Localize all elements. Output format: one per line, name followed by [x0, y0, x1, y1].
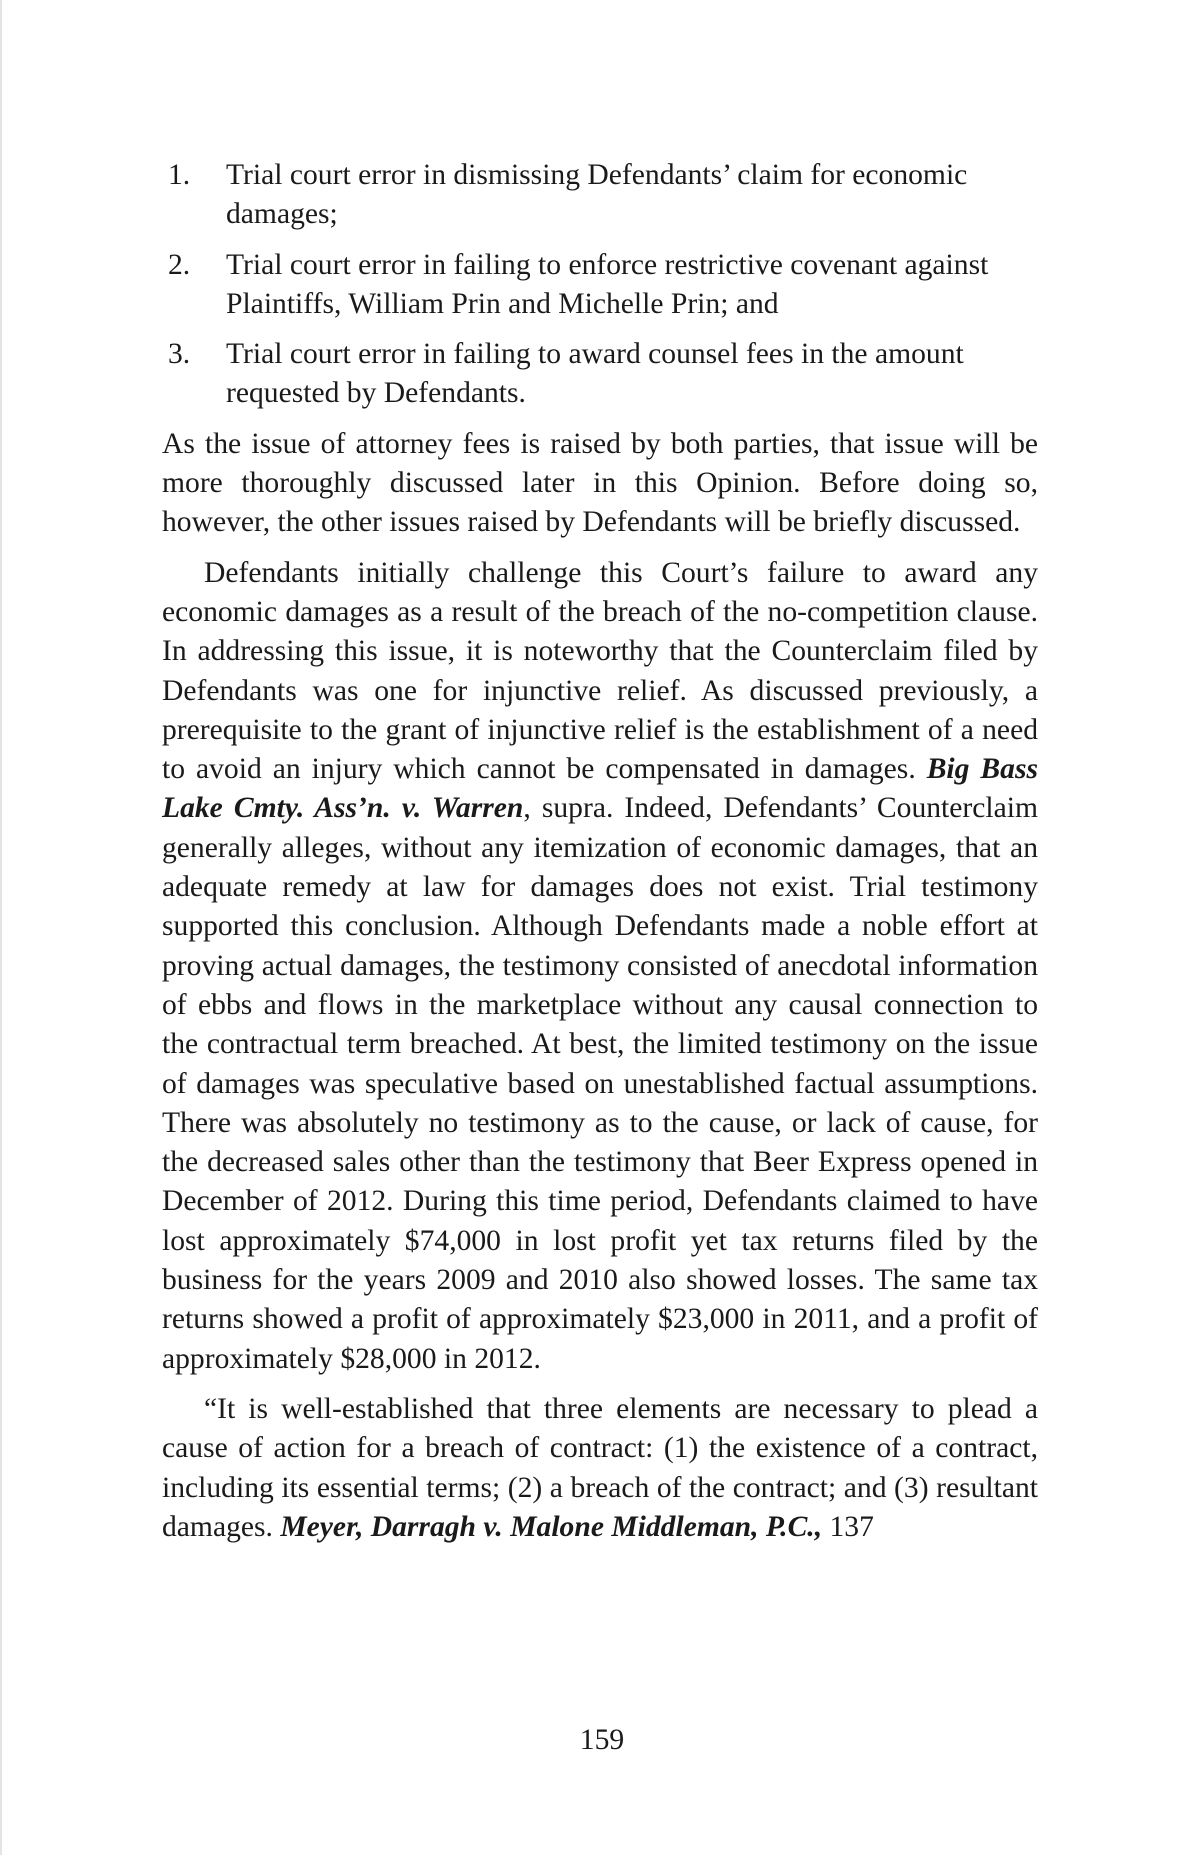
page-number: 159: [579, 1724, 625, 1756]
paragraph-attorney-fees: As the issue of attorney fees is raised by both parties, that issue will be more thoroughly discussed later in this Opinion. Before doing so, however, the other issues raised by Defendants will be briefly discussed.: [162, 427, 1038, 539]
list-item-number: 1.: [168, 159, 191, 191]
issues-list: [162, 156, 1038, 414]
paragraph-economic-damages: [162, 554, 1038, 1379]
paragraph-text: , supra. Indeed, Defendants’ Counterclaim generally alleges, without any itemization of economic damages, that an adequate remedy at law for damages does not exist. Trial testimony supported this conclusion. Although Defendants made a noble effort at proving actual damages, the testimony consisted of anecdotal information of ebbs and flows in the marketplace without any causal connection to the contractual term breached. At best, the limited testimony on the issue of damages was speculative based on unestablished factual assumptions. There was absolutely no testimony as to the cause, or lack of cause, for the decreased sales other than the testimony that Beer Express opened in December of 2012. During this time period, Defendants claimed to have lost approximately $74,000 in lost profit yet tax returns filed by the business for the years 2009 and 2010 also showed losses. The same tax returns showed a profit of approximately $23,000 in 2011, and a profit of approximately $28,000 in 2012.: [162, 792, 1038, 1375]
paragraph-breach-of-contract: [162, 1390, 1038, 1547]
list-item-number: 3.: [168, 338, 191, 371]
list-item: [162, 335, 1038, 414]
page-body: [162, 156, 1038, 1558]
paragraph-text: Defendants initially challenge this Court’s failure to award any economic damages as a result of the breach of the no-competition clause. In addressing this issue, it is noteworthy that the Counterclaim filed by Defendants was one for injunctive relief. As discussed previously, a prerequisite to the grant of injunctive relief is the establishment of a need to avoid an injury which cannot be compensated in damages.: [162, 556, 1038, 786]
paragraph-text: 137: [822, 1510, 874, 1543]
list-item-number: 2.: [168, 248, 191, 281]
list-item: [162, 156, 1038, 235]
list-item: [162, 246, 1038, 325]
list-item-text: Trial court error in failing to award counsel fees in the amount requested by Defendants.: [226, 338, 964, 410]
list-item-text: Trial court error in failing to enforce restrictive covenant against Plaintiffs, William Prin and Michelle Prin; and: [226, 248, 989, 320]
list-item-text: Trial court error in dismissing Defendants’ claim for economic damages;: [226, 159, 968, 231]
case-citation: Big Bass Lake Cmty. Ass’n. v. Warren: [162, 753, 1038, 825]
case-citation: Meyer, Darragh v. Malone Middleman, P.C.,: [280, 1510, 823, 1543]
paragraph-text: “It is well-established that three elements are necessary to plead a cause of action for a breach of contract: (1) the existence of a contract, including its essential terms; (2) a breach of the contract; and (3) resultant damages.: [162, 1392, 1038, 1543]
